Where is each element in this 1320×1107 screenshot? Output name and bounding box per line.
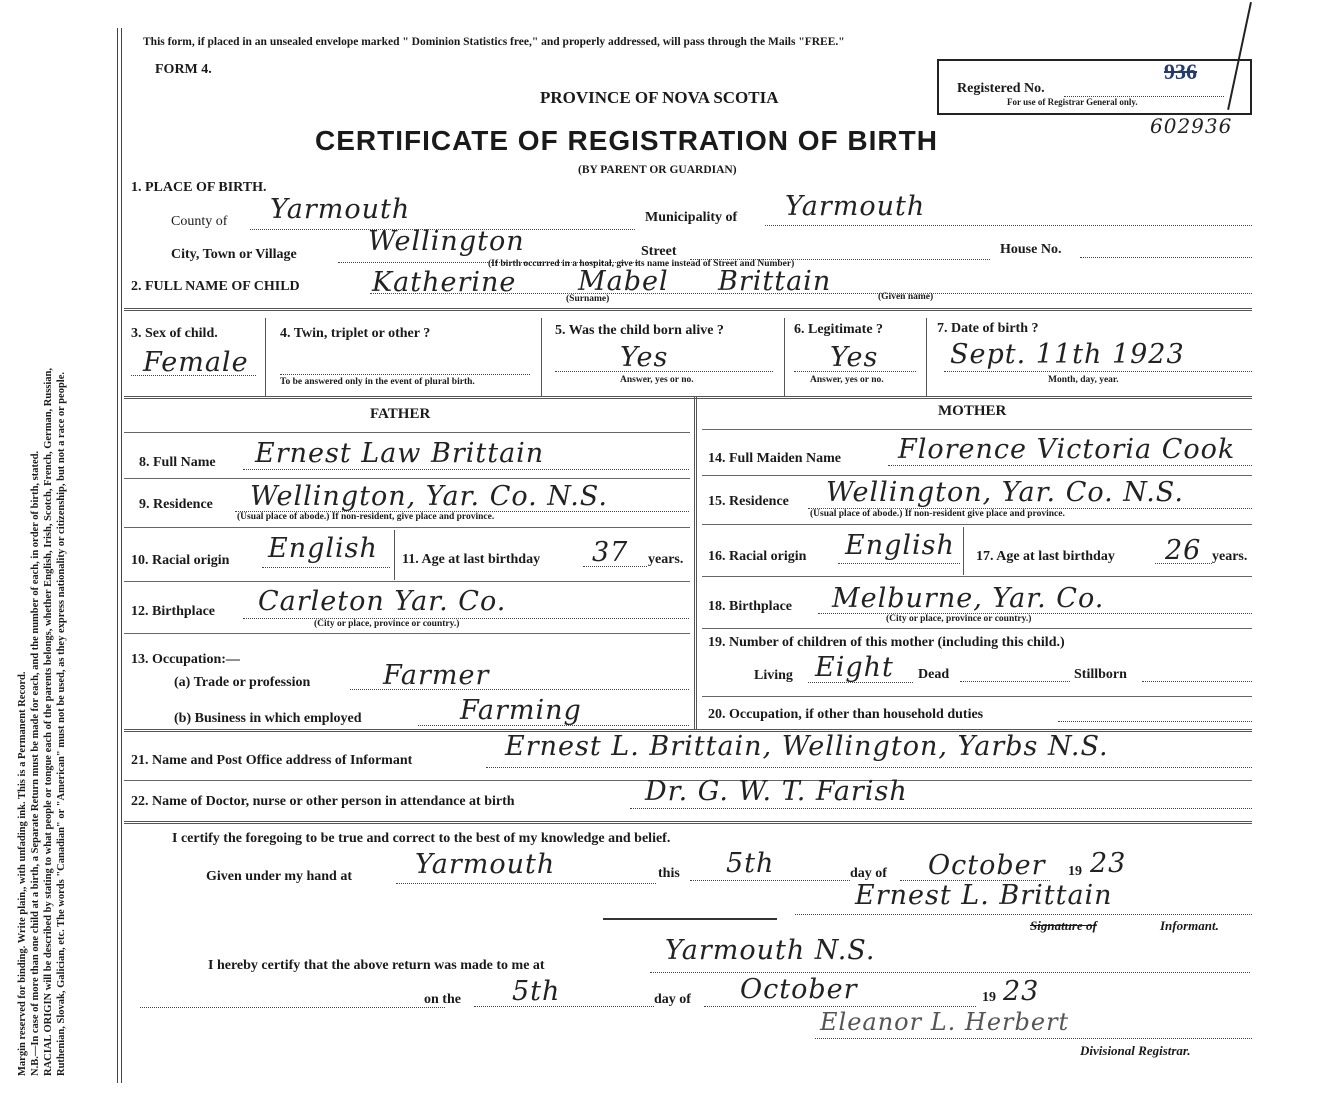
- house-label: House No.: [1000, 242, 1062, 257]
- registrar-statement: I hereby certify that the above return was made to me at: [208, 958, 545, 973]
- registered-number: 936: [1164, 59, 1197, 84]
- mother-age-label: 17. Age at last birthday: [976, 549, 1115, 564]
- mother-years: years.: [1212, 549, 1248, 564]
- registrar-caption: Divisional Registrar.: [1080, 1043, 1191, 1058]
- margin-note: Margin reserved for binding. Write plain,, with unfading ink. This is a Permanent Record.: [17, 671, 28, 1076]
- signature-caption-struck: Signature of: [1030, 918, 1097, 933]
- father-trade-label: (a) Trade or profession: [174, 675, 311, 690]
- father-occupation-label: 13. Occupation:—: [131, 652, 240, 667]
- registered-note: For use of Registrar General only.: [1007, 97, 1138, 107]
- mother-heading: MOTHER: [938, 403, 1007, 419]
- surname-caption: (Surname): [566, 294, 610, 304]
- registrar-year: 23: [1003, 976, 1040, 1007]
- street-label: Street: [641, 244, 677, 259]
- on-the-label: on the: [424, 992, 461, 1007]
- twin-note: To be answered only in the event of plural birth.: [280, 377, 475, 387]
- given-caption: (Given name): [878, 292, 934, 302]
- municipality-label: Municipality of: [645, 210, 738, 225]
- place-of-birth-label: 1. PLACE OF BIRTH.: [131, 180, 267, 195]
- mother-residence: Wellington, Yar. Co. N.S.: [826, 477, 1184, 508]
- registrar-day: 5th: [512, 976, 561, 1007]
- dob-caption: Month, day, year.: [1048, 375, 1119, 385]
- margin-note: RACIAL ORIGIN will be described by stating to what people or tongue each of the parents belongs, whether English, Irish, Scotch, French, German, Russian,: [43, 367, 54, 1076]
- reg-year-prefix: 19: [982, 990, 996, 1005]
- certificate-title: CERTIFICATE OF REGISTRATION OF BIRTH: [315, 125, 938, 156]
- father-business-label: (b) Business in which employed: [174, 711, 362, 726]
- signature-caption: Informant.: [1160, 918, 1219, 933]
- certify-statement: I certify the foregoing to be true and correct to the best of my knowledge and belief.: [172, 831, 671, 846]
- form-number: FORM 4.: [155, 62, 212, 77]
- registrar-month: October: [740, 974, 858, 1005]
- handwritten-number: 602936: [1150, 114, 1233, 138]
- mother-age: 26: [1165, 535, 1202, 566]
- informant-label: 21. Name and Post Office address of Informant: [131, 753, 413, 768]
- father-residence-label: 9. Residence: [139, 497, 213, 512]
- mother-name: Florence Victoria Cook: [898, 434, 1236, 465]
- registered-box: [937, 59, 1252, 115]
- informant-signature: Ernest L. Brittain: [855, 880, 1113, 911]
- hospital-note: (If birth occurred in a hospital, give its name instead of Street and Number): [488, 259, 795, 269]
- dob-label: 7. Date of birth ?: [937, 321, 1039, 336]
- margin-note: Ruthenian, Slovak, Galician, etc. The words "Canadian" or "American" must not be used, as they express nationality or citizenship, but not a race or people.: [56, 371, 67, 1076]
- mother-occupation-label: 20. Occupation, if other than household duties: [708, 707, 984, 722]
- margin-note: N.B.—In case of more than one child at a birth, a Separate Return must be made for each, and the number of each, in order of birth, stated.: [30, 450, 41, 1076]
- father-racial-label: 10. Racial origin: [131, 553, 230, 568]
- mother-living-label: Living: [754, 668, 793, 683]
- certificate-subtitle: (BY PARENT OR GUARDIAN): [578, 164, 737, 176]
- mother-stillborn-label: Stillborn: [1074, 667, 1127, 682]
- mother-dead-label: Dead: [918, 667, 950, 682]
- city-label: City, Town or Village: [171, 247, 297, 262]
- day-of-label: day of: [850, 866, 887, 881]
- alive-label: 5. Was the child born alive ?: [555, 323, 724, 338]
- dob-value: Sept. 11th 1923: [950, 339, 1185, 370]
- sex-value: Female: [143, 347, 249, 378]
- alive-value: Yes: [620, 342, 669, 373]
- registered-label: Registered No.: [957, 81, 1045, 96]
- mother-racial-label: 16. Racial origin: [708, 549, 807, 564]
- mother-residence-label: 15. Residence: [708, 494, 789, 509]
- given-day: 5th: [726, 848, 775, 879]
- municipality-value: Yarmouth: [785, 191, 926, 222]
- margin-notes: [16, 36, 68, 1076]
- mother-birthplace: Melburne, Yar. Co.: [832, 583, 1105, 614]
- mother-racial: English: [845, 530, 955, 561]
- reg-day-of-label: day of: [654, 992, 691, 1007]
- mother-children-label: 19. Number of children of this mother (including this child.): [708, 635, 1065, 650]
- father-birthplace-caption: (City or place, province or country.): [314, 619, 460, 629]
- legit-label: 6. Legitimate ?: [794, 322, 884, 337]
- child-given-name: Katherine: [372, 267, 517, 298]
- mother-name-label: 14. Full Maiden Name: [708, 451, 841, 466]
- given-month: October: [928, 850, 1046, 881]
- father-residence: Wellington, Yar. Co. N.S.: [250, 481, 608, 512]
- father-age: 37: [592, 537, 629, 568]
- father-racial: English: [268, 533, 378, 564]
- legit-value: Yes: [830, 342, 879, 373]
- father-name-label: 8. Full Name: [139, 455, 216, 470]
- father-trade: Farmer: [383, 660, 490, 691]
- mother-living: Eight: [815, 652, 894, 683]
- father-birthplace: Carleton Yar. Co.: [258, 586, 507, 617]
- child-middle-name: Mabel: [578, 266, 669, 297]
- father-heading: FATHER: [370, 406, 431, 422]
- mother-residence-caption: (Usual place of abode.) If non-resident give place and province.: [810, 509, 1065, 519]
- father-residence-caption: (Usual place of abode.) If non-resident, give place and province.: [237, 512, 495, 522]
- county-label: County of: [171, 214, 228, 229]
- given-year-prefix: 19: [1068, 864, 1082, 879]
- given-label: Given under my hand at: [206, 869, 352, 884]
- father-birthplace-label: 12. Birthplace: [131, 604, 215, 619]
- county-value: Yarmouth: [270, 194, 411, 225]
- mother-birthplace-caption: (City or place, province or country.): [886, 614, 1032, 624]
- doctor-label: 22. Name of Doctor, nurse or other person in attendance at birth: [131, 794, 515, 809]
- city-value: Wellington: [368, 226, 525, 257]
- province-heading: PROVINCE OF NOVA SCOTIA: [540, 88, 779, 107]
- registrar-signature: Eleanor L. Herbert: [820, 1008, 1070, 1036]
- father-name: Ernest Law Brittain: [255, 438, 545, 469]
- sex-label: 3. Sex of child.: [131, 326, 218, 341]
- alive-caption: Answer, yes or no.: [620, 375, 694, 385]
- registrar-place: Yarmouth N.S.: [665, 935, 876, 966]
- mail-notice: This form, if placed in an unsealed envelope marked " Dominion Statistics free," and properly addressed, will pass through the Mails "FREE.": [143, 36, 845, 48]
- informant-value: Ernest L. Brittain, Wellington, Yarbs N.S.: [505, 731, 1109, 762]
- child-name-label: 2. FULL NAME OF CHILD: [131, 279, 300, 294]
- mother-birthplace-label: 18. Birthplace: [708, 599, 792, 614]
- father-business: Farming: [460, 695, 582, 726]
- doctor-value: Dr. G. W. T. Farish: [645, 776, 908, 807]
- this-label: this: [658, 866, 680, 881]
- father-years: years.: [648, 552, 684, 567]
- given-year: 23: [1090, 848, 1127, 879]
- legit-caption: Answer, yes or no.: [810, 375, 884, 385]
- child-surname: Brittain: [718, 266, 832, 297]
- twin-label: 4. Twin, triplet or other ?: [280, 326, 431, 341]
- given-place: Yarmouth: [415, 849, 556, 880]
- father-age-label: 11. Age at last birthday: [402, 552, 541, 567]
